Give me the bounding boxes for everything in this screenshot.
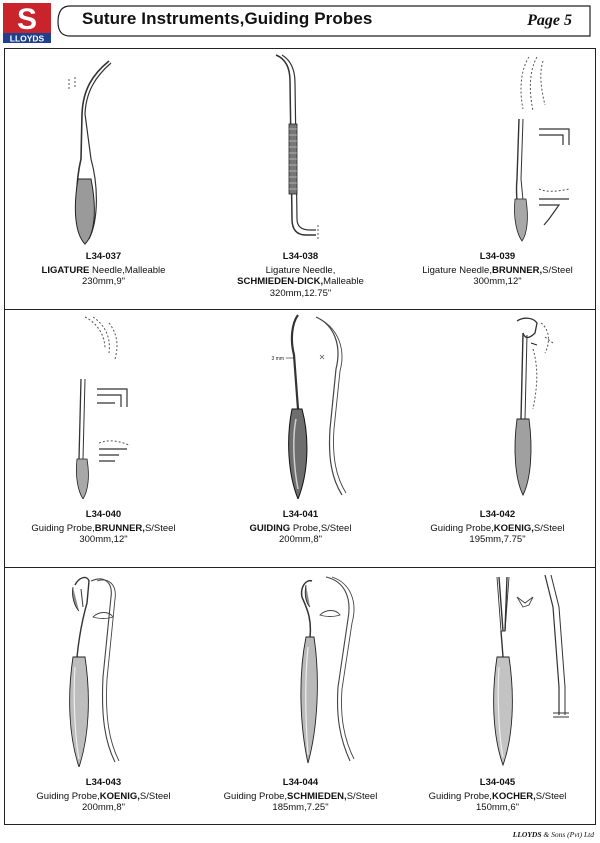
product-size: 300mm,12"	[473, 276, 522, 287]
product-code: L34-039	[479, 251, 516, 262]
ligature-needle-illustration	[5, 49, 202, 249]
footer-company-rest: & Sons (Pvt) Ltd	[541, 830, 594, 839]
product-card-l34-039[interactable]	[399, 49, 596, 309]
product-size: 300mm,12"	[79, 534, 128, 545]
product-desc: Malleable	[323, 276, 364, 287]
guiding-probe-illustration	[202, 309, 399, 499]
product-size: 230mm,9"	[82, 276, 125, 287]
guiding-probe-illustration	[202, 567, 399, 767]
product-type-bold: BRUNNER,	[491, 264, 543, 276]
product-caption	[399, 509, 596, 546]
product-desc: Guiding Probe,	[430, 522, 494, 534]
product-card-l34-037[interactable]	[5, 49, 202, 309]
product-caption	[5, 251, 202, 288]
product-size: 200mm,8"	[82, 802, 125, 813]
product-type-bold: SCHMIEDEN-DICK,	[237, 276, 324, 287]
product-card-l34-042[interactable]	[399, 309, 596, 567]
guiding-probe-illustration	[399, 567, 596, 767]
product-code: L34-042	[479, 509, 516, 520]
product-desc: Guiding Probe,	[31, 522, 95, 534]
product-material: S/Steel	[535, 790, 567, 802]
product-desc: Guiding Probe,	[36, 790, 100, 802]
product-material: S/Steel	[346, 790, 378, 802]
product-code: L34-043	[85, 777, 122, 788]
product-card-l34-044[interactable]	[202, 567, 399, 825]
product-code: L34-045	[479, 777, 516, 788]
product-type-bold: KOCHER,	[491, 790, 536, 802]
product-desc: Ligature Needle,	[265, 264, 336, 276]
product-desc: Guiding Probe,	[428, 790, 492, 802]
page-title: Suture Instruments,Guiding Probes	[82, 9, 373, 28]
product-desc: Needle,Malleable	[89, 264, 166, 276]
product-caption	[202, 509, 399, 546]
guiding-probe-illustration	[399, 49, 596, 249]
product-type-bold: SCHMIEDEN,	[287, 790, 347, 802]
footer-company	[513, 830, 594, 839]
lloyds-logo	[2, 2, 52, 44]
product-caption	[202, 777, 399, 814]
product-type-bold: KOENIG,	[99, 790, 140, 802]
product-size: 200mm,8"	[279, 534, 322, 545]
product-code: L34-038	[282, 251, 319, 262]
product-material: S/Steel	[139, 790, 171, 802]
product-type-bold: BRUNNER,	[94, 522, 145, 534]
product-size: 150mm,6"	[476, 802, 519, 813]
product-card-l34-038[interactable]	[202, 49, 399, 309]
product-code: L34-044	[282, 777, 319, 788]
product-card-l34-040[interactable]	[5, 309, 202, 567]
product-code: L34-040	[85, 509, 122, 520]
product-card-l34-043[interactable]	[5, 567, 202, 825]
product-grid	[4, 48, 596, 825]
product-material: S/Steel	[144, 522, 176, 534]
product-code: L34-037	[85, 251, 122, 262]
svg-text:S: S	[16, 3, 38, 36]
product-type-bold: LIGATURE	[41, 264, 90, 276]
product-caption	[399, 251, 596, 288]
product-desc: Ligature Needle,	[422, 264, 492, 276]
product-card-l34-041[interactable]	[202, 309, 399, 567]
product-card-l34-045[interactable]	[399, 567, 596, 825]
footer-brand: LLOYDS	[512, 830, 542, 839]
product-size: 195mm,7.75"	[469, 534, 526, 545]
product-desc: Guiding Probe,	[223, 790, 288, 802]
product-type-bold: GUIDING	[249, 522, 291, 534]
product-type-bold: KOENIG,	[493, 522, 534, 534]
page-number: Page 5	[527, 12, 572, 29]
product-material: S/Steel	[533, 522, 565, 534]
product-caption	[202, 251, 399, 299]
product-caption	[5, 509, 202, 546]
svg-text:3 mm: 3 mm	[271, 356, 284, 362]
guiding-probe-illustration	[399, 309, 596, 499]
product-caption	[399, 777, 596, 814]
product-caption	[5, 777, 202, 814]
product-desc: Probe,S/Steel	[290, 522, 352, 534]
guiding-probe-illustration	[5, 567, 202, 767]
guiding-probe-illustration	[5, 309, 202, 499]
product-code: L34-041	[282, 509, 319, 520]
ligature-needle-illustration	[202, 49, 399, 249]
product-material: S/Steel	[542, 264, 573, 276]
svg-text:LLOYDS: LLOYDS	[9, 33, 45, 44]
product-size: 185mm,7.25"	[272, 802, 329, 813]
product-size: 320mm,12.75"	[269, 287, 332, 299]
